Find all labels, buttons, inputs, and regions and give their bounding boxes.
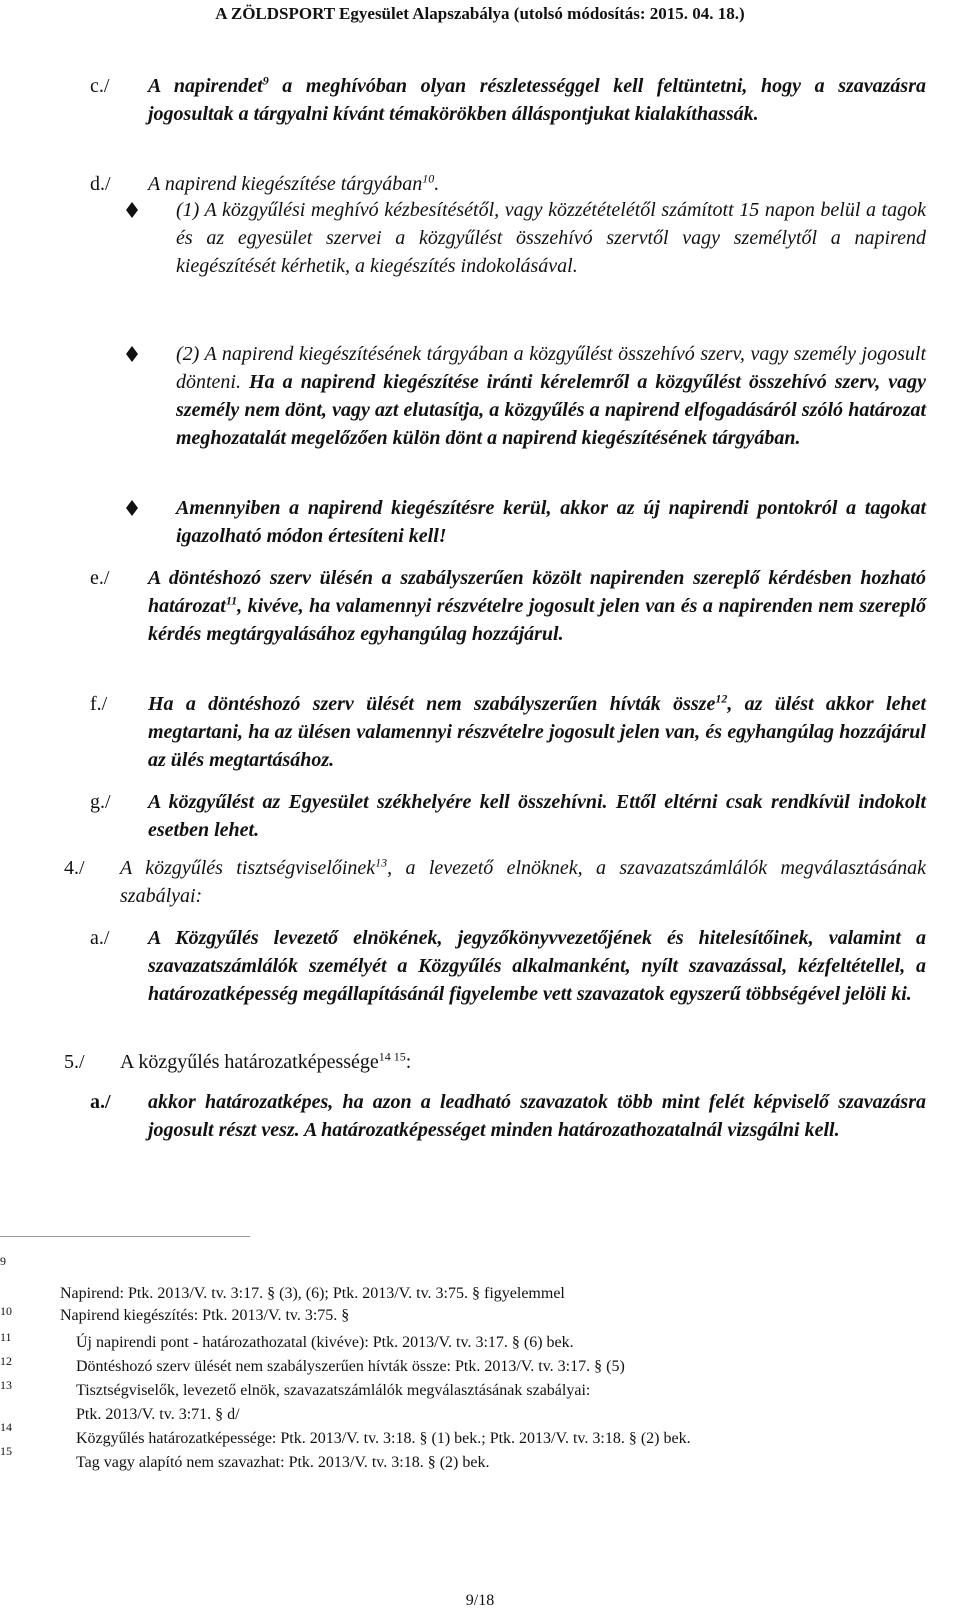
page-number: 9/18 (465, 1592, 495, 1609)
item-g-text: A közgyűlést az Egyesület székhelyére kell összehívni. Ettől eltérni csak rendkívül indokolt esetben lehet. (148, 791, 926, 841)
footnote-number: 10 (0, 1304, 12, 1318)
bullet-paragraph-2: (2) A napirend kiegészítésének tárgyában a közgyűlést összehívó szerv, vagy személy jogosult dönteni. Ha a napirend kiegészítése iránti kérelemről a közgyűlést összehívó szerv, vagy személy nem dönt, vagy azt elutasítja, a közgyűlés a napirend elfogadásáról szóló határozat meghozatalát megelőzően külön dönt a napirend kiegészítésének tárgyában. (176, 343, 926, 449)
section-4-item-label-a: a./ (90, 927, 110, 949)
footnote-ref-10[interactable]: 10 (422, 171, 435, 186)
diamond-bullet-icon (126, 202, 140, 220)
bullet-paragraph-3: Amennyiben a napirend kiegészítésre kerül, akkor az új napirendi pontokról a tagokat igazolható módon értesíteni kell! (176, 497, 926, 547)
item-label-e: e./ (90, 567, 110, 589)
section-5-heading: A közgyűlés határozatképessége$^{14 15}$: (120, 1049, 412, 1073)
footnote-ref-14-15[interactable]: 14 15 (378, 1049, 406, 1064)
section-4-heading: A közgyűlés tisztségviselőinek$^{13}$, a levezető elnöknek, a szavazatszámlálók megválasztásának szabályai: (120, 855, 926, 907)
item-d-text: A napirend kiegészítése tárgyában$^{10}$. (148, 171, 440, 195)
item-label-f: f./ (90, 693, 108, 715)
section-label-5: 5./ (64, 1051, 85, 1073)
diamond-bullet-icon (126, 346, 140, 364)
footnote-number: 12 (0, 1354, 12, 1368)
footnote-number: 15 (0, 1444, 12, 1458)
footnote-text: Döntéshozó szerv ülését nem szabályszerűen hívták össze: Ptk. 2013/V. tv. 3:17. § (5) (76, 1358, 625, 1375)
footnote-number: 13 (0, 1378, 12, 1392)
diamond-bullet-icon (126, 500, 140, 518)
bullet-paragraph-1: (1) A közgyűlési meghívó kézbesítésétől, vagy közzétételétől számított 15 napon belül a tagok és az egyesület szervei a közgyűlést összehívó szervtől vagy személytől a napirend kiegészítését kérhetik, a kiegészítés indokolásával. (176, 199, 926, 277)
footnote-text: Új napirendi pont - határozathozatal (kivéve): Ptk. 2013/V. tv. 3:17. § (6) bek. (76, 1334, 574, 1351)
footnote-text: Tag vagy alapító nem szavazhat: Ptk. 2013/V. tv. 3:18. § (2) bek. (76, 1454, 490, 1471)
item-label-c: c./ (90, 75, 110, 97)
item-label-d: d./ (90, 173, 111, 195)
footnote-number: 14 (0, 1420, 12, 1434)
page-header: A ZÖLDSPORT Egyesület Alapszabálya (utolsó módosítás: 2015. 04. 18.) (215, 4, 745, 23)
footnote-number: 11 (0, 1330, 12, 1344)
footnote-ref-13[interactable]: 13 (375, 855, 388, 870)
item-c-text: A napirendet$^9$ a meghívóban olyan részletességgel kell feltüntetni, hogy a szavazásra jogosultak a tárgyalni kívánt témakörökben álláspontjukat kialakíthassák. (148, 73, 926, 125)
footnote-text: Napirend kiegészítés: Ptk. 2013/V. tv. 3:75. § (60, 1307, 350, 1324)
item-f-text: Ha a döntéshozó szerv ülését nem szabályszerűen hívták össze$^{12}$, az ülést akkor lehet megtartani, ha az ülésen valamennyi részvételre jogosult jelen van, és egyhangúlag hozzájárul az ülés megtartásához. (148, 691, 926, 771)
item-label-g: g./ (90, 791, 111, 813)
footnote-ref-9[interactable]: 9 (262, 73, 269, 88)
item-e-text: A döntéshozó szerv ülésén a szabályszerűen közölt napirenden szereplő kérdésben hozható határozat$^{11}$, kivéve, ha valamennyi részvételre jogosult jelen van és a napirenden nem szereplő kérdés megtárgyalásához egyhangúlag hozzájárul. (148, 567, 926, 645)
section-5-item-label-a: a./ (90, 1091, 111, 1113)
footnote-number: 9 (0, 1254, 6, 1268)
section-4-item-a-text: A Közgyűlés levezető elnökének, jegyzőkönyvvezetőjének és hitelesítőinek, valamint a szavazatszámlálók személyét a Közgyűlés alkalmanként, nyílt szavazással, kézfeltétellel, a határozatképesség megállapításánál figyelembe vett szavazatok egyszerű többségével jelöli ki. (148, 927, 926, 1005)
footnote-text: Tisztségviselők, levezető elnök, szavazatszámlálók megválasztásának szabályai: (76, 1382, 591, 1399)
footnote-ref-11[interactable]: 11 (225, 593, 238, 608)
section-5-item-a-text: akkor határozatképes, ha azon a leadható szavazatok több mint felét képviselő szavazásra jogosult részt vesz. A határozatképességet minden határozathozatalnál vizsgálni kell. (148, 1091, 926, 1141)
footnote-divider (0, 1236, 250, 1237)
footnote-ref-12[interactable]: 12 (715, 691, 728, 706)
section-label-4: 4./ (64, 857, 85, 879)
footnote-text: Napirend: Ptk. 2013/V. tv. 3:17. § (3), (6); Ptk. 2013/V. tv. 3:75. § figyelemmel (60, 1285, 565, 1302)
footnote-text: Ptk. 2013/V. tv. 3:71. § d/ (76, 1406, 240, 1423)
footnote-text: Közgyűlés határozatképessége: Ptk. 2013/V. tv. 3:18. § (1) bek.; Ptk. 2013/V. tv. 3:18. § (2) bek. (76, 1430, 691, 1447)
